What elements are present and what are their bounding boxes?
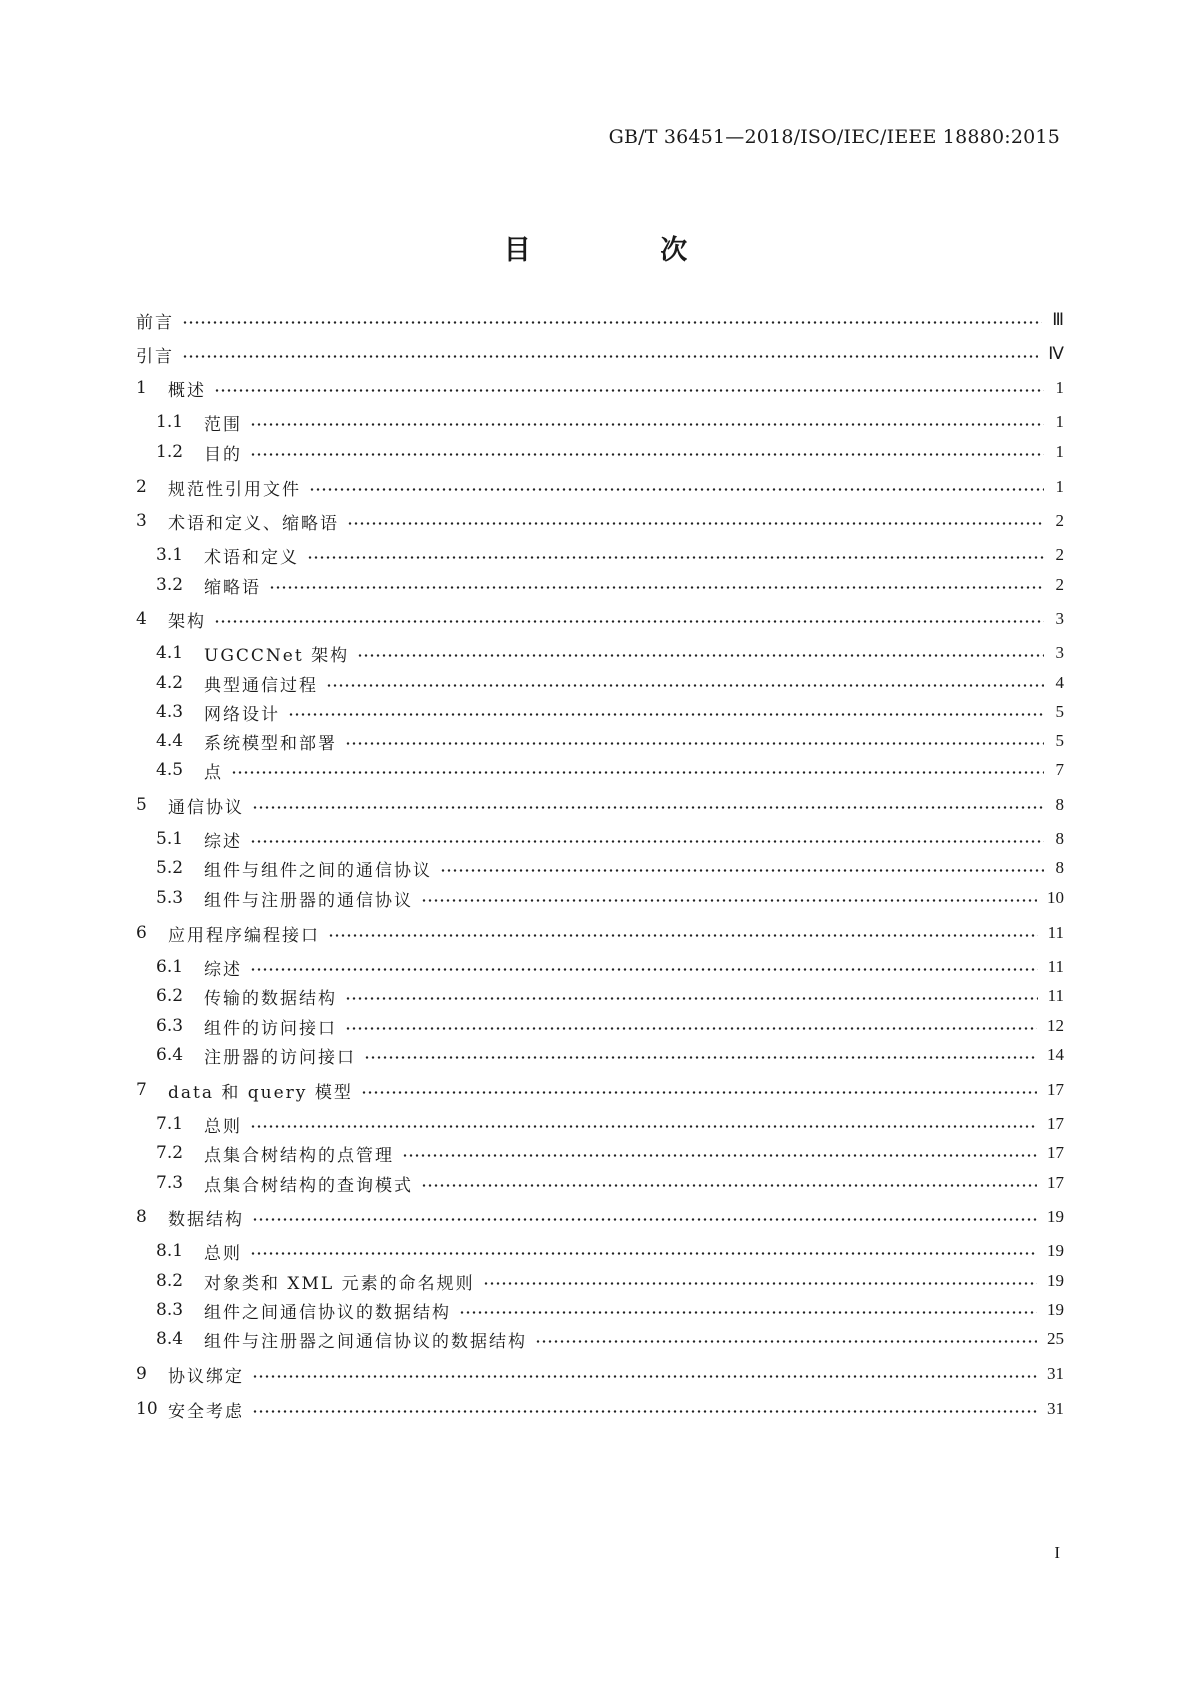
toc-entry-number: 4.4 bbox=[156, 731, 184, 751]
page-number: I bbox=[1054, 1543, 1060, 1562]
toc-entry-number: 5 bbox=[136, 795, 147, 815]
dot-leader bbox=[269, 572, 1044, 598]
toc-entry[interactable] bbox=[156, 855, 1064, 881]
toc-entry-page[interactable]: 2 bbox=[1055, 575, 1064, 594]
toc-entry-title[interactable]: 传输的数据结构 bbox=[204, 988, 337, 1009]
toc-entry-number: 3 bbox=[136, 511, 147, 531]
toc-entry-number: 7.2 bbox=[156, 1143, 184, 1163]
toc-entry-title[interactable]: 安全考虑 bbox=[168, 1401, 244, 1422]
toc-entry-page[interactable]: 3 bbox=[1055, 643, 1064, 662]
toc-entry[interactable] bbox=[156, 1042, 1064, 1068]
toc-entry-title[interactable]: 前言 bbox=[136, 312, 174, 333]
toc-entry[interactable] bbox=[136, 1361, 1064, 1387]
toc-entry-page[interactable]: 7 bbox=[1055, 760, 1064, 779]
toc-entry[interactable] bbox=[136, 508, 1064, 534]
dot-leader bbox=[250, 439, 1044, 465]
toc-entry-page[interactable]: 5 bbox=[1055, 731, 1064, 750]
page-title: 目 次 bbox=[503, 235, 748, 266]
toc-entry-number: 5.1 bbox=[156, 829, 184, 849]
toc-entry-number: 6.4 bbox=[156, 1045, 184, 1065]
toc-entry[interactable] bbox=[156, 1238, 1064, 1264]
dot-leader bbox=[250, 1111, 1037, 1137]
toc-entry-page[interactable]: 17 bbox=[1047, 1114, 1064, 1133]
toc-entry-title[interactable]: 组件之间通信协议的数据结构 bbox=[204, 1302, 451, 1323]
toc-entry[interactable] bbox=[156, 699, 1064, 725]
toc-entry-title[interactable]: 缩略语 bbox=[204, 577, 261, 598]
toc-entry[interactable] bbox=[156, 983, 1064, 1009]
toc-entry-number: 5.2 bbox=[156, 858, 184, 878]
dot-leader bbox=[328, 920, 1038, 946]
dot-leader bbox=[361, 1077, 1037, 1103]
toc-entry-page[interactable]: 17 bbox=[1047, 1173, 1064, 1192]
toc-entry-page[interactable]: Ⅲ bbox=[1052, 310, 1064, 329]
toc-entry-title[interactable]: 通信协议 bbox=[168, 797, 244, 818]
toc-entry-number: 4.2 bbox=[156, 673, 184, 693]
toc-entry-number: 4.1 bbox=[156, 643, 184, 663]
dot-leader bbox=[345, 1013, 1037, 1039]
toc-entry-title[interactable]: 范围 bbox=[204, 414, 242, 435]
dot-leader bbox=[326, 670, 1044, 696]
toc-entry-number: 3.2 bbox=[156, 575, 184, 595]
toc-entry-title[interactable]: 架构 bbox=[168, 611, 206, 632]
toc-entry-page[interactable]: 31 bbox=[1047, 1399, 1064, 1418]
toc-entry-page[interactable]: 14 bbox=[1047, 1045, 1064, 1064]
toc-entry-page[interactable]: 19 bbox=[1047, 1271, 1064, 1290]
toc-entry-page[interactable]: 2 bbox=[1055, 545, 1064, 564]
toc-entry[interactable] bbox=[156, 1297, 1064, 1323]
toc-entry-number: 8 bbox=[136, 1207, 147, 1227]
toc-entry[interactable] bbox=[136, 341, 1064, 367]
toc-entry-page[interactable]: 2 bbox=[1055, 511, 1064, 530]
toc-entry-title[interactable]: 规范性引用文件 bbox=[168, 479, 301, 500]
toc-entry[interactable] bbox=[156, 728, 1064, 754]
toc-entry-page[interactable]: 1 bbox=[1055, 477, 1064, 496]
toc-entry-page[interactable]: 8 bbox=[1055, 829, 1064, 848]
toc-entry[interactable] bbox=[156, 954, 1064, 980]
toc-entry-title[interactable]: 对象类和 XML 元素的命名规则 bbox=[204, 1273, 475, 1294]
toc-entry-page[interactable]: 19 bbox=[1047, 1300, 1064, 1319]
toc-entry-page[interactable]: 4 bbox=[1055, 673, 1064, 692]
toc-entry-page[interactable]: 8 bbox=[1055, 795, 1064, 814]
toc-entry-title[interactable]: 组件的访问接口 bbox=[204, 1018, 337, 1039]
toc-entry-title[interactable]: 典型通信过程 bbox=[204, 675, 318, 696]
dot-leader bbox=[250, 826, 1044, 852]
toc-entry-page[interactable]: 31 bbox=[1047, 1364, 1064, 1383]
toc-entry-title[interactable]: 总则 bbox=[204, 1243, 242, 1264]
dot-leader bbox=[182, 341, 1038, 367]
toc-entry-page[interactable]: 1 bbox=[1055, 442, 1064, 461]
toc-entry-title[interactable]: 综述 bbox=[204, 959, 242, 980]
toc-entry-page[interactable]: 11 bbox=[1047, 923, 1064, 942]
toc-entry-title[interactable]: 引言 bbox=[136, 346, 174, 367]
toc-entry-page[interactable]: Ⅳ bbox=[1048, 344, 1064, 363]
toc-entry-number: 4 bbox=[136, 609, 147, 629]
dot-leader bbox=[214, 606, 1044, 632]
toc-entry-title[interactable]: 应用程序编程接口 bbox=[168, 925, 320, 946]
dot-leader bbox=[345, 728, 1044, 754]
dot-leader bbox=[440, 855, 1044, 881]
toc-entry-title[interactable]: 注册器的访问接口 bbox=[204, 1047, 356, 1068]
toc-entry-number: 6.1 bbox=[156, 957, 184, 977]
toc-entry[interactable] bbox=[136, 920, 1064, 946]
standard-code-header: GB/T 36451—2018/ISO/IEC/IEEE 18880:2015 bbox=[608, 126, 1060, 148]
dot-leader bbox=[345, 983, 1038, 1009]
toc-entry-page[interactable]: 10 bbox=[1047, 888, 1064, 907]
toc-entry-number: 7.1 bbox=[156, 1114, 184, 1134]
toc-entry-title[interactable]: 点集合树结构的查询模式 bbox=[204, 1175, 413, 1196]
dot-leader bbox=[364, 1042, 1037, 1068]
toc-entry[interactable] bbox=[156, 1111, 1064, 1137]
toc-entry-number: 2 bbox=[136, 477, 147, 497]
toc-entry[interactable] bbox=[136, 375, 1064, 401]
dot-leader bbox=[421, 885, 1037, 911]
toc-entry[interactable] bbox=[156, 409, 1064, 435]
dot-leader bbox=[182, 307, 1042, 333]
dot-leader bbox=[252, 1204, 1037, 1230]
dot-leader bbox=[250, 954, 1038, 980]
toc-entry[interactable] bbox=[156, 1170, 1064, 1196]
toc-entry-number: 7 bbox=[136, 1080, 147, 1100]
dot-leader bbox=[252, 1361, 1037, 1387]
toc-entry-number: 8.2 bbox=[156, 1271, 184, 1291]
toc-entry-title[interactable]: 术语和定义 bbox=[204, 547, 299, 568]
toc-entry-page[interactable]: 17 bbox=[1047, 1080, 1064, 1099]
dot-leader bbox=[252, 792, 1044, 818]
toc-entry-number: 1 bbox=[136, 378, 147, 398]
dot-leader bbox=[402, 1140, 1037, 1166]
toc-entry-number: 1.1 bbox=[156, 412, 184, 432]
toc-entry-page[interactable]: 11 bbox=[1047, 986, 1064, 1005]
toc-entry-title[interactable]: 综述 bbox=[204, 831, 242, 852]
toc-entry[interactable] bbox=[156, 670, 1064, 696]
toc-entry-number: 8.1 bbox=[156, 1241, 184, 1261]
toc-entry[interactable] bbox=[136, 1204, 1064, 1230]
toc-entry[interactable] bbox=[136, 474, 1064, 500]
toc-entry-number: 8.4 bbox=[156, 1329, 184, 1349]
dot-leader bbox=[252, 1396, 1037, 1422]
toc-entry[interactable] bbox=[136, 1077, 1064, 1103]
dot-leader bbox=[459, 1297, 1037, 1323]
toc-entry-page[interactable]: 8 bbox=[1055, 858, 1064, 877]
toc-entry[interactable] bbox=[136, 1396, 1064, 1422]
toc-entry-number: 4.3 bbox=[156, 702, 184, 722]
dot-leader bbox=[421, 1170, 1037, 1196]
dot-leader bbox=[288, 699, 1044, 725]
toc-entry[interactable] bbox=[156, 542, 1064, 568]
toc-entry-number: 5.3 bbox=[156, 888, 184, 908]
toc-entry[interactable] bbox=[136, 792, 1064, 818]
dot-leader bbox=[214, 375, 1044, 401]
toc-entry-number: 9 bbox=[136, 1364, 147, 1384]
toc-entry-number: 10 bbox=[136, 1399, 158, 1419]
toc-entry-page[interactable]: 19 bbox=[1047, 1207, 1064, 1226]
dot-leader bbox=[347, 508, 1044, 534]
toc-entry-page[interactable]: 1 bbox=[1055, 412, 1064, 431]
toc-entry-title[interactable]: 组件与组件之间的通信协议 bbox=[204, 860, 432, 881]
toc-entry-page[interactable]: 12 bbox=[1047, 1016, 1064, 1035]
toc-entry[interactable] bbox=[156, 1326, 1064, 1352]
toc-entry[interactable] bbox=[156, 640, 1064, 666]
toc-entry-page[interactable]: 19 bbox=[1047, 1241, 1064, 1260]
dot-leader bbox=[535, 1326, 1037, 1352]
dot-leader bbox=[483, 1268, 1037, 1294]
toc-entry[interactable] bbox=[156, 1140, 1064, 1166]
toc-entry[interactable] bbox=[156, 572, 1064, 598]
toc-entry[interactable] bbox=[136, 307, 1064, 333]
toc-entry-number: 6 bbox=[136, 923, 147, 943]
toc-entry-page[interactable]: 17 bbox=[1047, 1143, 1064, 1162]
toc-entry-page[interactable]: 1 bbox=[1055, 378, 1064, 397]
toc-entry[interactable] bbox=[136, 606, 1064, 632]
dot-leader bbox=[250, 409, 1044, 435]
toc-entry-title[interactable]: 点 bbox=[204, 762, 223, 783]
toc-entry-title[interactable]: 数据结构 bbox=[168, 1209, 244, 1230]
toc-entry-number: 6.2 bbox=[156, 986, 184, 1006]
toc-entry-page[interactable]: 25 bbox=[1047, 1329, 1064, 1348]
toc-entry-number: 3.1 bbox=[156, 545, 184, 565]
toc-entry-number: 4.5 bbox=[156, 760, 184, 780]
toc-entry-number: 1.2 bbox=[156, 442, 184, 462]
toc-entry[interactable] bbox=[156, 1013, 1064, 1039]
toc-entry-page[interactable]: 3 bbox=[1055, 609, 1064, 628]
toc-entry[interactable] bbox=[156, 885, 1064, 911]
dot-leader bbox=[250, 1238, 1037, 1264]
toc-entry[interactable] bbox=[156, 826, 1064, 852]
toc-entry-title[interactable]: UGCCNet 架构 bbox=[204, 645, 350, 666]
toc-entry-title[interactable]: 网络设计 bbox=[204, 704, 280, 725]
dot-leader bbox=[309, 474, 1044, 500]
toc-entry-title[interactable]: 组件与注册器的通信协议 bbox=[204, 890, 413, 911]
dot-leader bbox=[231, 757, 1044, 783]
toc-entry-title[interactable]: 系统模型和部署 bbox=[204, 733, 337, 754]
toc-entry-title[interactable]: 概述 bbox=[168, 380, 206, 401]
toc-entry-title[interactable]: 协议绑定 bbox=[168, 1366, 244, 1387]
toc-entry-title[interactable]: 术语和定义、缩略语 bbox=[168, 513, 339, 534]
toc-entry-number: 7.3 bbox=[156, 1173, 184, 1193]
toc-entry-title[interactable]: 目的 bbox=[204, 444, 242, 465]
toc-entry-title[interactable]: data 和 query 模型 bbox=[168, 1082, 353, 1103]
toc-entry-title[interactable]: 点集合树结构的点管理 bbox=[204, 1145, 394, 1166]
toc-entry-number: 6.3 bbox=[156, 1016, 184, 1036]
toc-entry-title[interactable]: 总则 bbox=[204, 1116, 242, 1137]
toc-entry-page[interactable]: 5 bbox=[1055, 702, 1064, 721]
dot-leader bbox=[357, 640, 1044, 666]
dot-leader bbox=[307, 542, 1044, 568]
toc-entry-number: 8.3 bbox=[156, 1300, 184, 1320]
toc-entry-page[interactable]: 11 bbox=[1047, 957, 1064, 976]
toc-entry[interactable] bbox=[156, 439, 1064, 465]
toc-entry-title[interactable]: 组件与注册器之间通信协议的数据结构 bbox=[204, 1331, 527, 1352]
toc-entry[interactable] bbox=[156, 757, 1064, 783]
toc-entry[interactable] bbox=[156, 1268, 1064, 1294]
